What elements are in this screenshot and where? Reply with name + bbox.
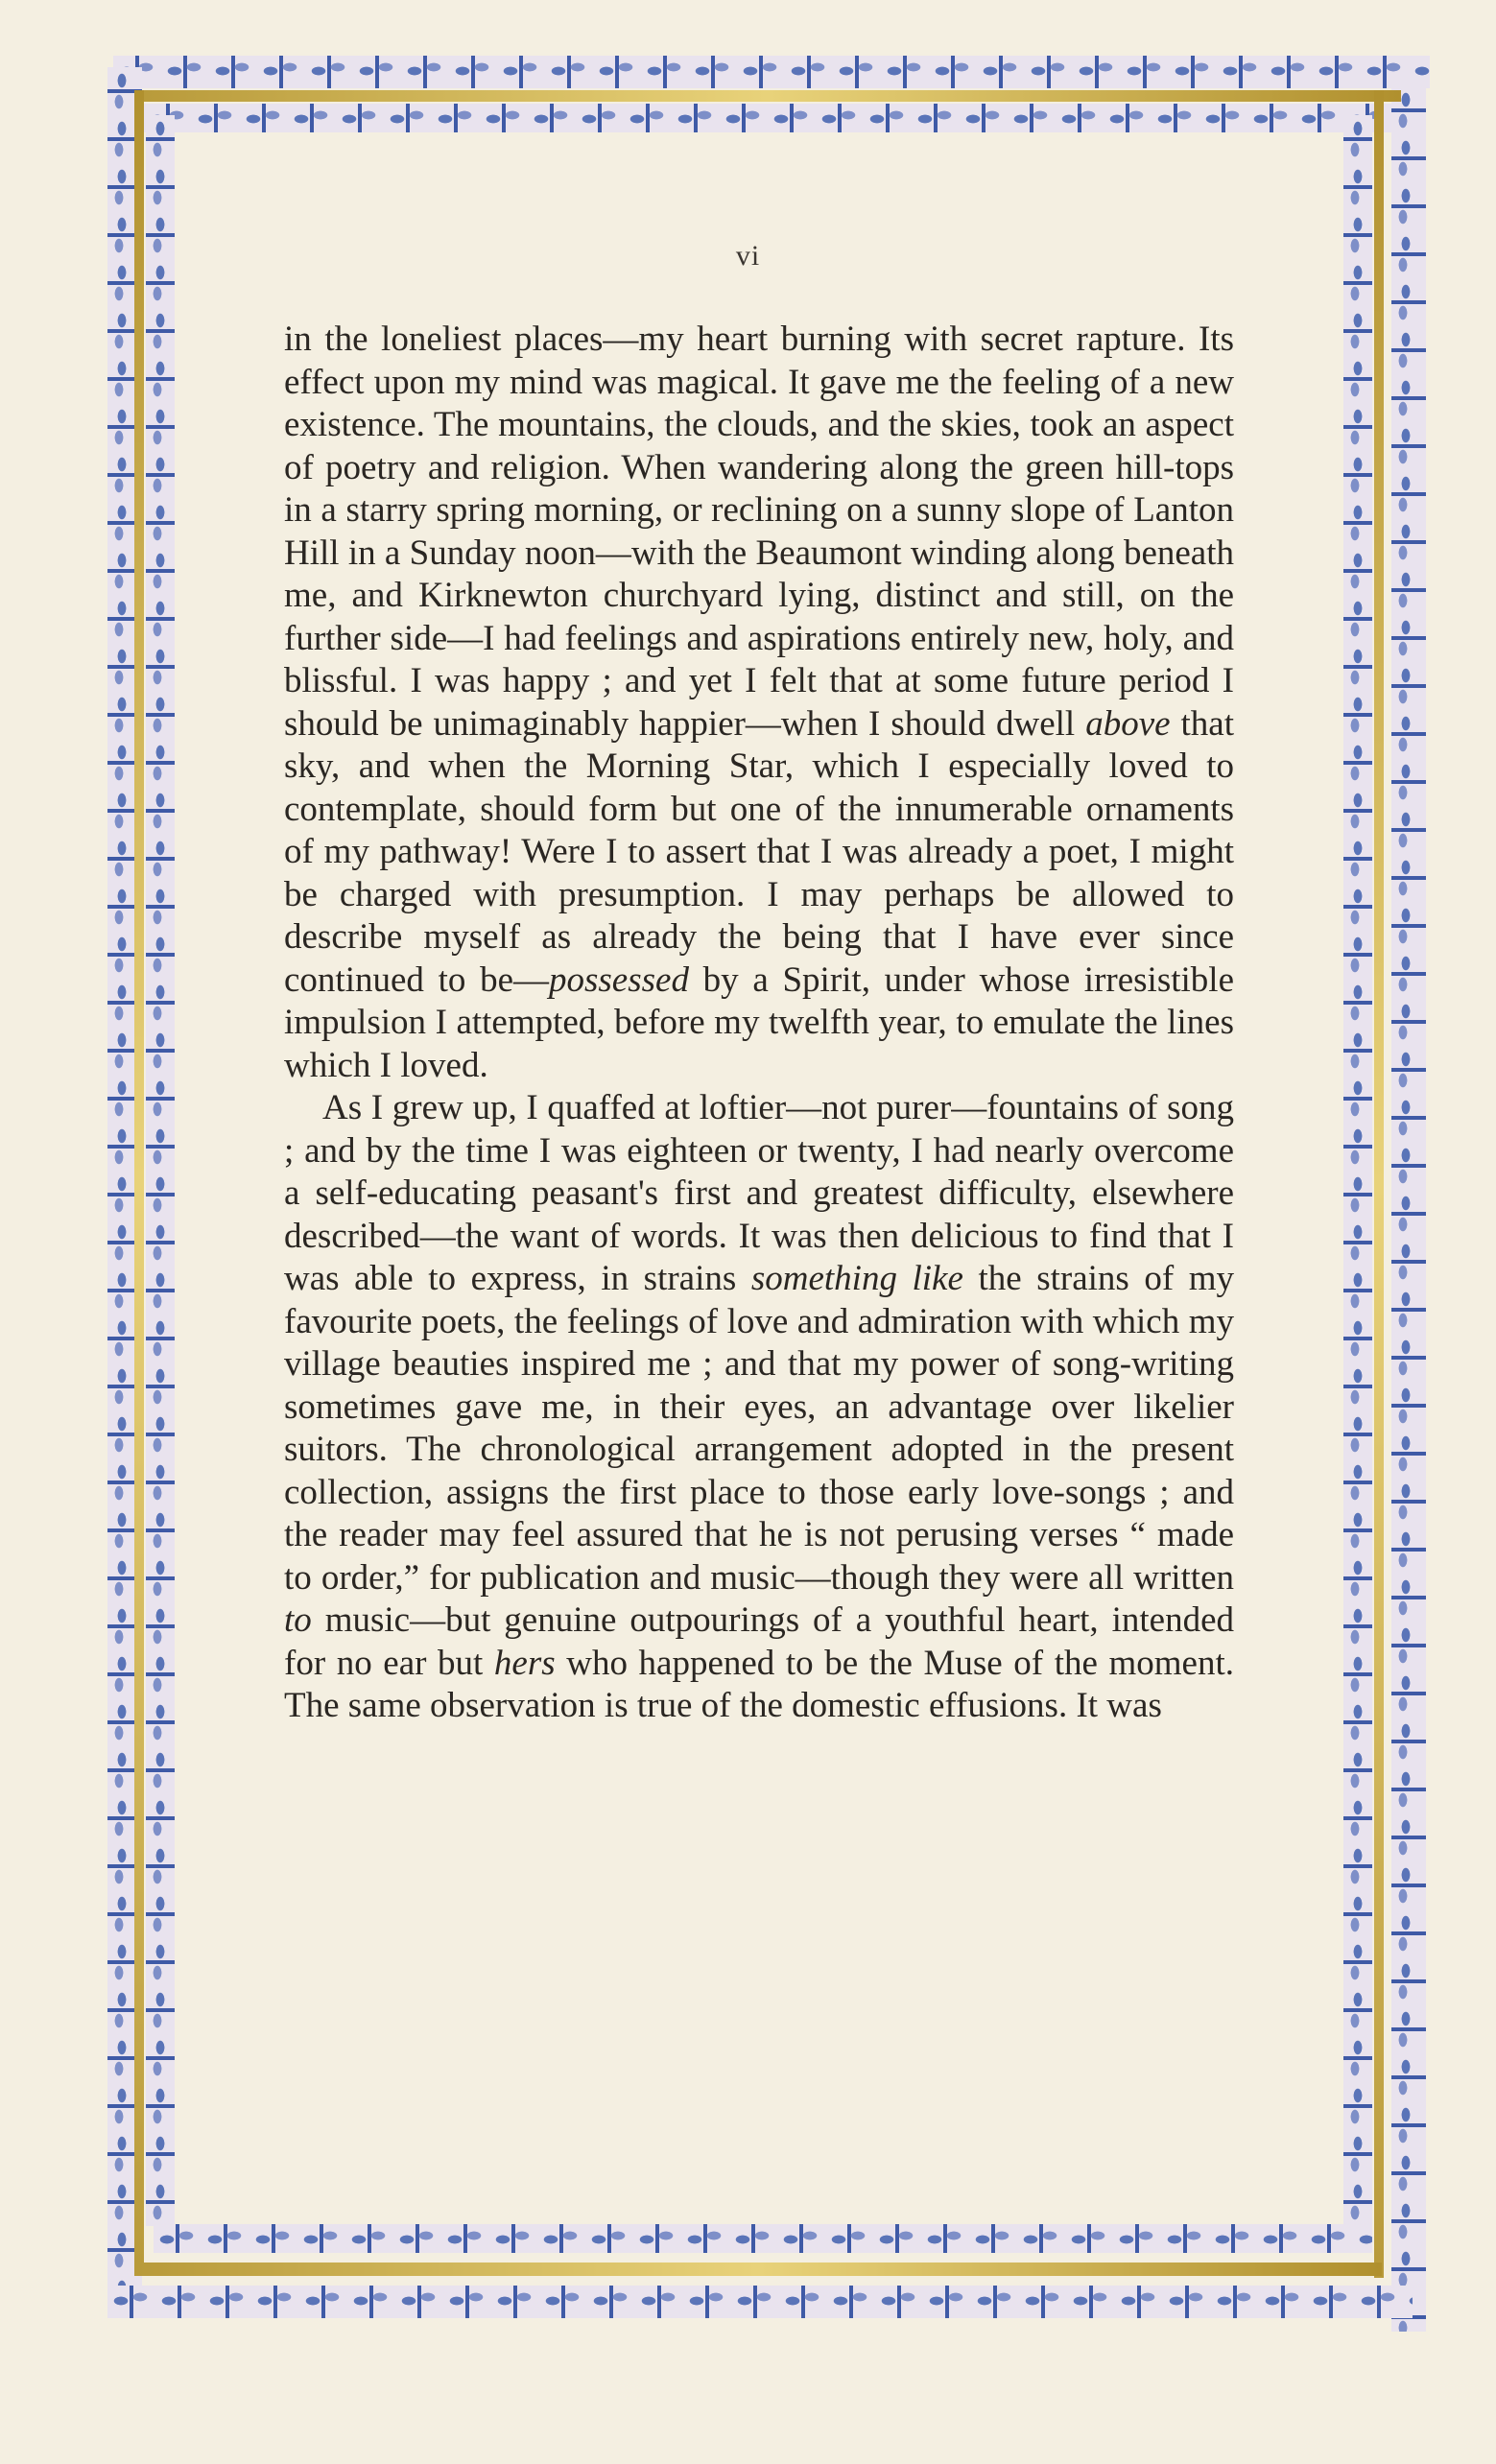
gold-rule-top [134,90,1401,102]
gold-rule-right [1374,90,1384,2278]
italic-text-run: above [1085,703,1171,744]
text-run: music—but genuine outpourings of a youthful heart, intended for no ear but [284,1600,1234,1683]
text-run: the strains of my favourite poets, the feelings of love and admiration with which my village beauties inspired me ; and that my power of song-writing sometimes gave me, in their eyes, an advantage over likelier suitors. The chronological arrangement adopted in the present collection, assigns the first place to those early love-songs ; and the reader may feel assured that he is not perusing verses “ made to order,” for publication and music—though they were all written [284,1259,1235,1598]
border-top-ornament [113,56,1430,88]
text-run: As I grew up, I quaffed at loftier—not purer—fountains of song ; and by the time I was eighteen or twenty, I had nearly overcome a self-educating peasant's first and greatest difficulty, elsewhere described—the want of words. It was then delicious to find that I was able to express, in strains [284,1088,1234,1298]
text-run: who happened to be the Muse of the moment. The same observation is true of the domestic effusions. It was [284,1643,1234,1725]
border-bottom-ornament [107,2286,1413,2318]
gold-rule-bottom [134,2263,1382,2276]
border-top-inner-ornament [144,104,1391,132]
italic-text-run: to [284,1600,312,1640]
border-right-inner-ornament [1343,115,1372,2226]
body-text [284,319,1234,1728]
italic-text-run: something like [750,1259,963,1298]
border-bottom-inner-ornament [154,2224,1372,2253]
italic-text-run: hers [493,1643,556,1683]
paragraph-1 [284,319,1234,1087]
gold-rule-left [134,90,144,2268]
border-right-ornament [1391,86,1426,2332]
text-run: in the loneliest places—my heart burning with secret rapture. Its effect upon my mind was magical. It gave me the feeling of a new existence. The mountains, the clouds, and the skies, took an aspect of poetry and religion. When wandering along the green hill-tops in a starry spring morning, or reclining on a sunny slope of Lanton Hill in a Sunday noon—with the Beaumont winding along beneath me, and Kirknewton churchyard lying, distinct and still, on the further side—I had feelings and aspirations entirely new, holy, and blissful. I was happy ; and yet I felt that at some future period I should be unimaginably happier—when I should dwell [284,320,1234,744]
text-run: by a Spirit, under whose irresistible impulsion I attempted, before my twelfth year, to emulate the lines which I loved. [284,960,1234,1085]
text-run: that sky, and when the Morning Star, which I especially loved to contemplate, should form but one of the innumerable ornaments of my pathway! Were I to assert that I was already a poet, I might be charged with presumption. I may perhaps be allowed to describe myself as already the being that I have ever since continued to be— [284,703,1235,1000]
italic-text-run: possessed [549,960,689,1000]
paragraph-2 [284,1087,1234,1728]
page-number: vi [735,240,761,272]
border-left-inner-ornament [146,115,175,2226]
